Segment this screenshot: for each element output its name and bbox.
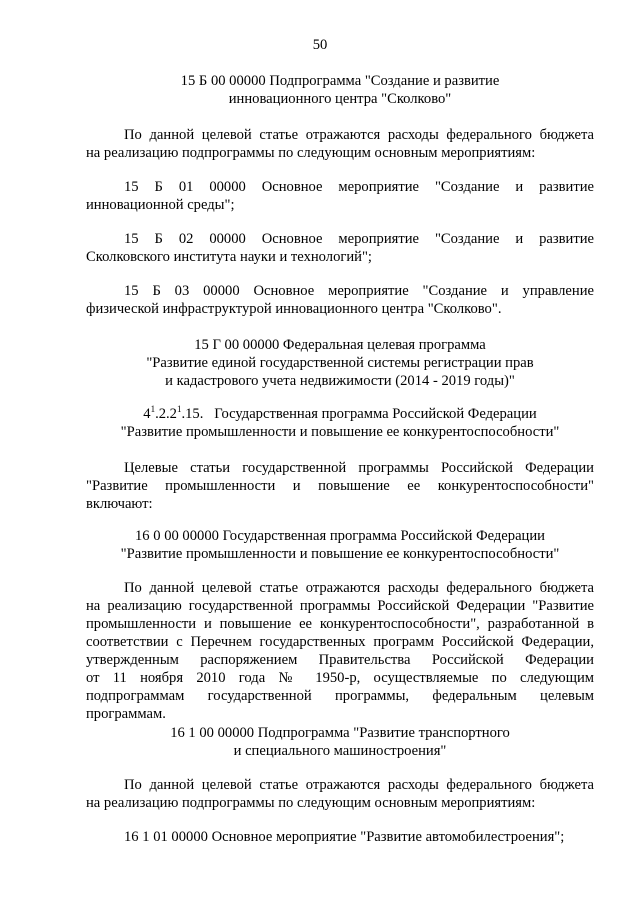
heading-program-15g: 15 Г 00 00000 Федеральная целевая программа "Развитие единой государственной системы регистрации прав и кадастрового учета недвижимости (2014 - 2019 годы)" bbox=[146, 337, 534, 389]
section-title: Государственная программа Российской Федерации bbox=[214, 406, 537, 422]
item-15b01: 15 Б 01 00000 Основное мероприятие "Создание и развитие инновационной среды"; bbox=[86, 179, 594, 213]
paragraph-program-16: По данной целевой статье отражаются расходы федерального бюджета на реализацию государственной программы Российской Федерации "Развитие промышленности и повышение ее конкурентоспособности", разработанной в соответствии с Перечнем государственных программ Российской Федерации, утвержденным распоряжением Правительства Российской Федерации от 11 ноября 2010 года № 1950-р, осуществляемые по следующим подпрограммам государственной программы, федеральным целевым программам. bbox=[86, 580, 594, 722]
item-16101: 16 1 01 00000 Основное мероприятие "Развитие автомобилестроения"; bbox=[124, 829, 565, 845]
section-heading: $4^1.2.2^1.15$. Государственная программа Российской Федерации "Развитие промышленности и повышение ее конкурентоспособности" bbox=[120, 404, 560, 440]
paragraph-target-articles: Целевые статьи государственной программы Российской Федерации "Развитие промышленности и повышение ее конкурентоспособности" включают: bbox=[86, 460, 594, 512]
item-15b03: 15 Б 03 00000 Основное мероприятие "Создание и управление физической инфраструктурой инновационного центра "Сколково". bbox=[86, 283, 594, 317]
paragraph-15b-intro: По данной целевой статье отражаются расходы федерального бюджета на реализацию подпрограммы по следующим основным мероприятиям: bbox=[86, 127, 594, 161]
paragraph-161-intro: По данной целевой статье отражаются расходы федерального бюджета на реализацию подпрограммы по следующим основным мероприятиям: bbox=[86, 777, 594, 811]
item-15b02: 15 Б 02 00000 Основное мероприятие "Создание и развитие Сколковского института науки и технологий"; bbox=[86, 231, 594, 265]
page-number: 50 bbox=[312, 37, 328, 53]
heading-program-16: 16 0 00 00000 Государственная программа Российской Федерации "Развитие промышленности и повышение ее конкурентоспособности" bbox=[120, 528, 560, 562]
heading-subprogram-161: 16 1 00 00000 Подпрограмма "Развитие транспортного и специального машиностроения" bbox=[170, 725, 510, 759]
heading-subprogram-15b: 15 Б 00 00000 Подпрограмма "Создание и развитие инновационного центра "Сколково" bbox=[180, 73, 500, 107]
section-number: $4^1.2.2^1.15$. bbox=[143, 404, 204, 422]
